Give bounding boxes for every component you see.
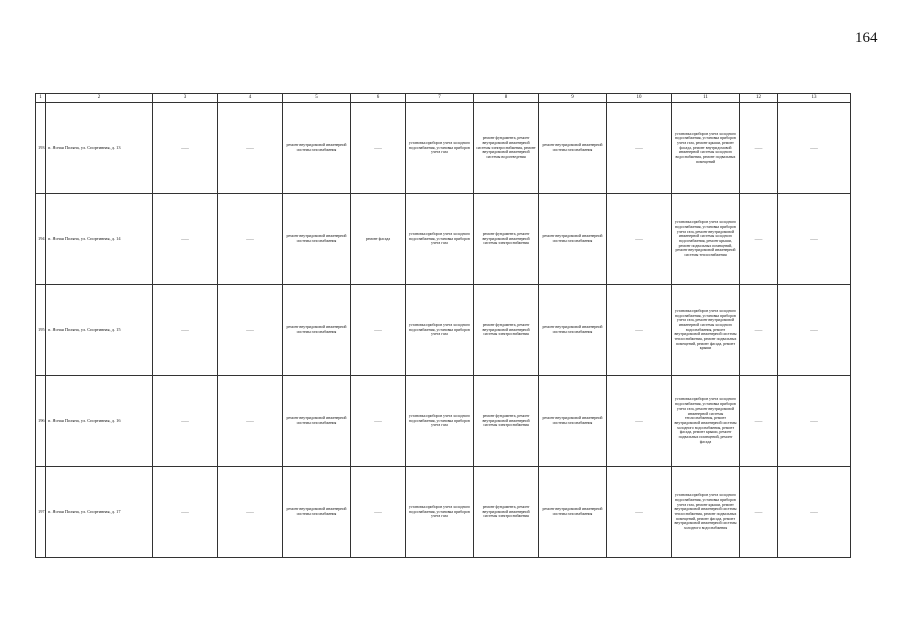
page-number: 164: [855, 30, 878, 46]
table-cell: установка приборов учета холодного водоснабжения, установка приборов учета газа, ремонт крыши, ремонт внутридомовой инженерной системы теплоснабжения, ремонт подвальных помещений, ремонт фасада, ремонт внутридомовой инженерной системы холодного водоснабжения: [672, 467, 740, 558]
table-cell: ——: [607, 467, 672, 558]
table-cell: ——: [351, 285, 406, 376]
table-cell: ——: [607, 194, 672, 285]
column-header: 8: [474, 94, 539, 103]
table-cell: ——: [607, 285, 672, 376]
table-cell: ——: [218, 467, 283, 558]
table-row: [36, 103, 851, 194]
column-header: 3: [153, 94, 218, 103]
table-cell: ——: [740, 103, 778, 194]
column-header: 6: [351, 94, 406, 103]
table-cell: ремонт фундамента, ремонт внутридомовой инженерной системы электроснабжения: [474, 467, 539, 558]
table-cell: ——: [153, 467, 218, 558]
row-number: 193: [36, 103, 46, 194]
table-cell: ——: [153, 285, 218, 376]
table-cell: ——: [218, 285, 283, 376]
table-cell: установка приборов учета холодного водоснабжения, установка приборов учета газа: [406, 376, 474, 467]
table-cell: ремонт внутридомовой инженерной системы газоснабжения: [283, 376, 351, 467]
table-cell: ремонт фундамента, ремонт внутридомовой инженерной системы электроснабжения: [474, 194, 539, 285]
row-number: 196: [36, 376, 46, 467]
table-cell: ——: [153, 103, 218, 194]
table-cell: ——: [778, 285, 851, 376]
table-cell: ——: [218, 103, 283, 194]
table-cell: установка приборов учета холодного водоснабжения, установка приборов учета газа, ремонт внутридомовой инженерной системы теплоснабжения, ремонт внутридомовой инженерной системы холодного водоснабжения, ремонт фасада, ремонт крыши, ремонт подвальных помещений, ремонт фасада: [672, 376, 740, 467]
table-cell: установка приборов учета холодного водоснабжения, установка приборов учета газа: [406, 194, 474, 285]
column-header: 5: [283, 94, 351, 103]
table-cell: ——: [740, 194, 778, 285]
table-cell: ремонт фундамента, ремонт внутридомовой инженерной системы электроснабжения: [474, 285, 539, 376]
table-cell: ремонт внутридомовой инженерной системы газоснабжения: [539, 376, 607, 467]
table-cell: ——: [607, 376, 672, 467]
address-cell: п. Ясная Поляна, ул. Спортивная, д. 14: [46, 194, 153, 285]
table-cell: ——: [778, 194, 851, 285]
table-cell: установка приборов учета холодного водоснабжения, установка приборов учета газа, ремонт крыши, ремонт фасада, ремонт внутридомовой инженерной системы холодного водоснабжения, ремонт подвальных помещений: [672, 103, 740, 194]
table-cell: ремонт фундамента, ремонт внутридомовой инженерной системы электроснабжения, ремонт внутридомовой инженерной системы водоотведения: [474, 103, 539, 194]
row-number: 197: [36, 467, 46, 558]
column-header: 2: [46, 94, 153, 103]
table-cell: ——: [153, 376, 218, 467]
table-cell: ——: [351, 103, 406, 194]
table-cell: ——: [778, 376, 851, 467]
table-cell: ремонт внутридомовой инженерной системы газоснабжения: [283, 285, 351, 376]
table-cell: ——: [740, 376, 778, 467]
column-header: 10: [607, 94, 672, 103]
column-header: 1: [36, 94, 46, 103]
column-header: 12: [740, 94, 778, 103]
table-row: [36, 467, 851, 558]
table-cell: ремонт внутридомовой инженерной системы газоснабжения: [283, 467, 351, 558]
address-cell: п. Ясная Поляна, ул. Спортивная, д. 13: [46, 103, 153, 194]
repair-program-table: [35, 93, 851, 558]
column-header: 4: [218, 94, 283, 103]
column-number-row: [36, 94, 851, 103]
table-cell: ремонт фасада: [351, 194, 406, 285]
table-cell: ——: [740, 467, 778, 558]
column-header: 13: [778, 94, 851, 103]
row-number: 195: [36, 285, 46, 376]
table-cell: установка приборов учета холодного водоснабжения, установка приборов учета газа: [406, 285, 474, 376]
table-cell: установка приборов учета холодного водоснабжения, установка приборов учета газа: [406, 467, 474, 558]
table-cell: ——: [218, 194, 283, 285]
table-cell: ——: [740, 285, 778, 376]
address-cell: п. Ясная Поляна, ул. Спортивная, д. 17: [46, 467, 153, 558]
table-cell: ремонт фундамента, ремонт внутридомовой инженерной системы электроснабжения: [474, 376, 539, 467]
table-cell: ремонт внутридомовой инженерной системы газоснабжения: [283, 194, 351, 285]
table-row: [36, 285, 851, 376]
table-cell: установка приборов учета холодного водоснабжения, установка приборов учета газа, ремонт внутридомовой инженерной системы холодного водоснабжения, ремонт крыши, ремонт подвальных помещений, ремонт внутридомовой инженерной системы теплоснабжения: [672, 194, 740, 285]
table-row: [36, 376, 851, 467]
column-header: 11: [672, 94, 740, 103]
table-cell: ремонт внутридомовой инженерной системы газоснабжения: [539, 103, 607, 194]
table-cell: ремонт внутридомовой инженерной системы газоснабжения: [283, 103, 351, 194]
column-header: 7: [406, 94, 474, 103]
table-cell: ремонт внутридомовой инженерной системы газоснабжения: [539, 194, 607, 285]
row-number: 194: [36, 194, 46, 285]
table-cell: ремонт внутридомовой инженерной системы газоснабжения: [539, 467, 607, 558]
table-cell: ——: [351, 376, 406, 467]
table-cell: ——: [778, 103, 851, 194]
table-cell: установка приборов учета холодного водоснабжения, установка приборов учета газа, ремонт внутридомовой инженерной системы холодного водоснабжения, ремонт внутридомовой инженерной системы теплоснабжения, ремонт подвальных помещений, ремонт фасада, ремонт крыши: [672, 285, 740, 376]
table-cell: ремонт внутридомовой инженерной системы газоснабжения: [539, 285, 607, 376]
table-cell: ——: [153, 194, 218, 285]
table-cell: установка приборов учета холодного водоснабжения, установка приборов учета газа: [406, 103, 474, 194]
column-header: 9: [539, 94, 607, 103]
address-cell: п. Ясная Поляна, ул. Спортивная, д. 16: [46, 376, 153, 467]
address-cell: п. Ясная Поляна, ул. Спортивная, д. 15: [46, 285, 153, 376]
table-cell: ——: [218, 376, 283, 467]
table-cell: ——: [607, 103, 672, 194]
table-cell: ——: [778, 467, 851, 558]
table-cell: ——: [351, 467, 406, 558]
table-row: [36, 194, 851, 285]
